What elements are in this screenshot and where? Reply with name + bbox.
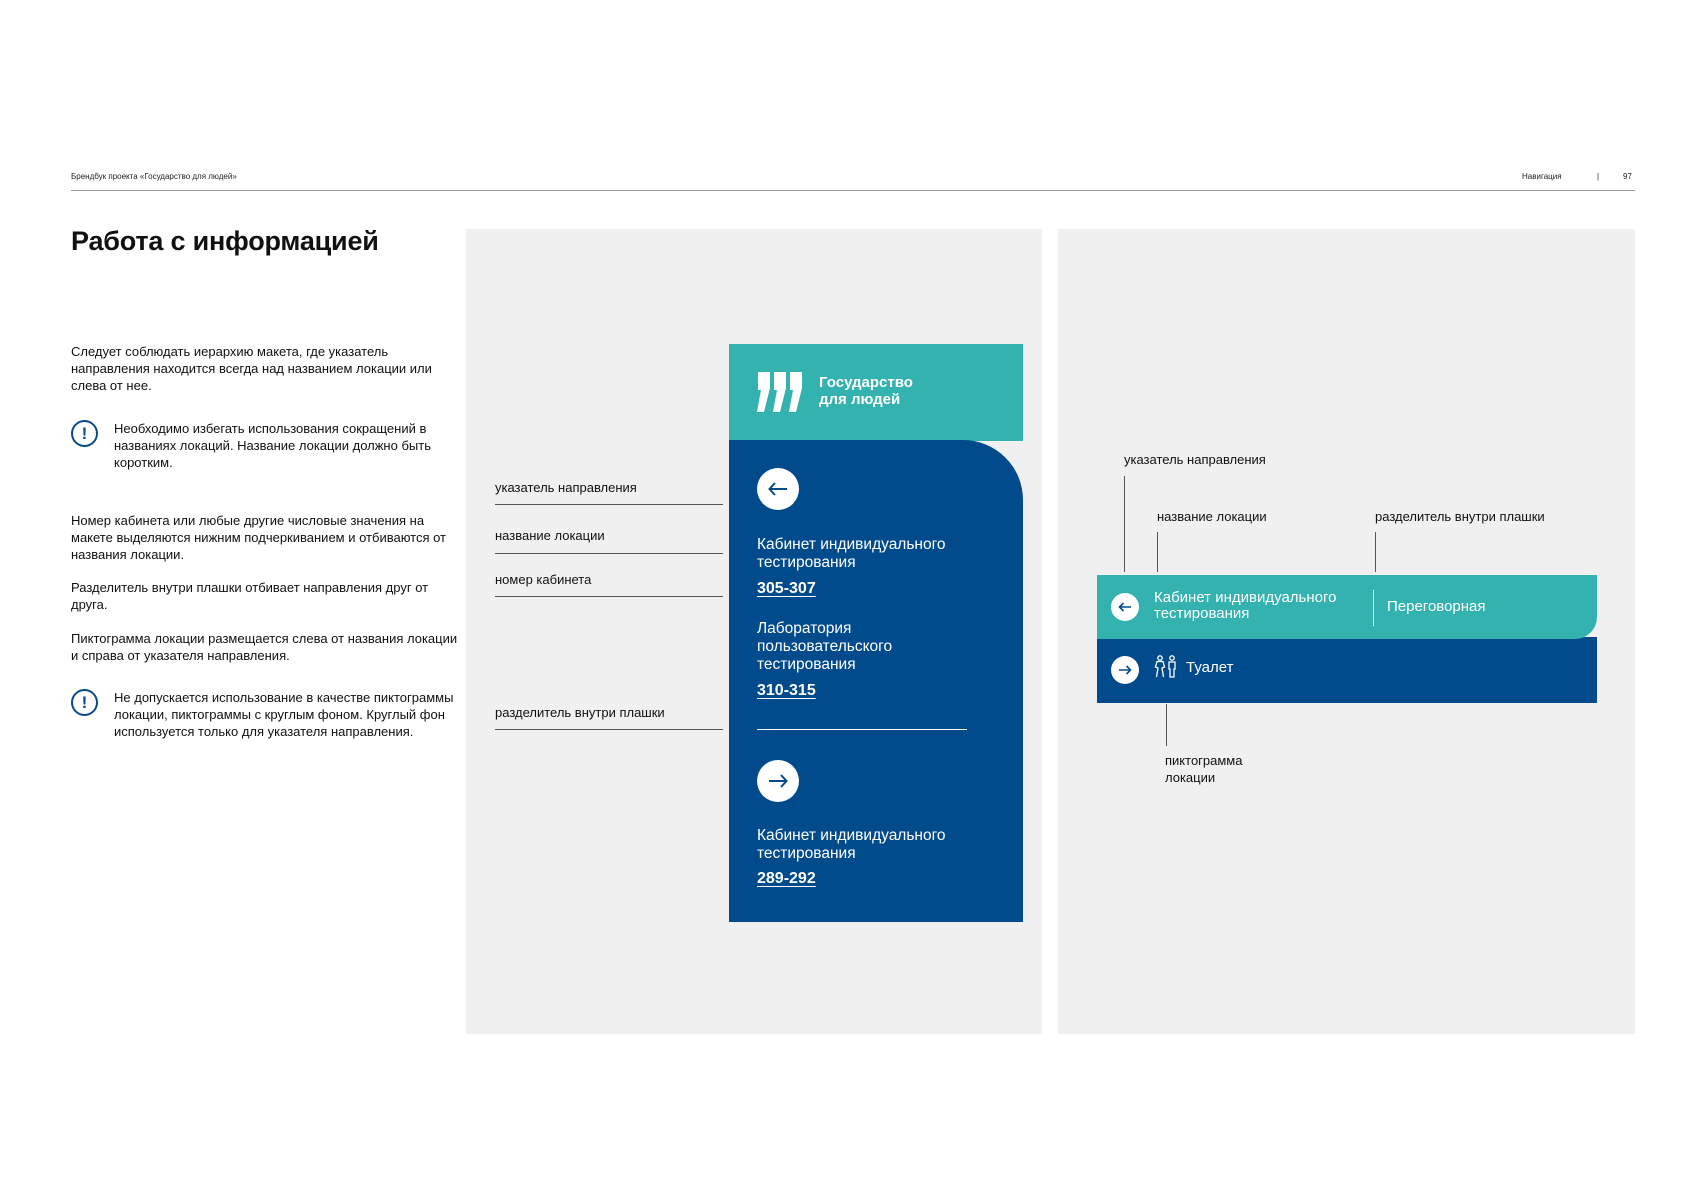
paragraph-divider: Разделитель внутри плашки отбивает направления друг от друга. <box>71 580 429 612</box>
brand-logo-icon <box>756 372 804 414</box>
paragraph-numbers: Номер кабинета или любые другие числовые значения на макете выделяются нижним подчеркиванием и отбиваются от названия локации. <box>71 513 447 562</box>
callout-direction: указатель направления <box>495 480 637 495</box>
horizontal-sign-bottom-row <box>1097 637 1597 703</box>
room-number: 310-315 <box>757 682 816 699</box>
room-number: 289-292 <box>757 870 816 887</box>
brand-name: Государство для людей <box>819 374 913 408</box>
callout-line <box>495 596 723 597</box>
direction-right-icon <box>1111 656 1139 684</box>
sign-divider <box>1373 590 1374 626</box>
direction-left-icon <box>757 468 799 510</box>
callout-direction: указатель направления <box>1124 452 1266 467</box>
restroom-icon <box>1154 655 1178 679</box>
horizontal-sign-top-row <box>1097 575 1597 639</box>
location-name: Кабинет индивидуального тестирования <box>757 827 946 862</box>
callout-line <box>495 504 723 505</box>
room-number: 305-307 <box>757 580 816 597</box>
paragraph-hierarchy: Следует соблюдать иерархию макета, где указатель направления находится всегда над названием локации или слева от нее. <box>71 344 432 393</box>
note-text: Необходимо избегать использования сокращений в названиях локаций. Название локации должно быть коротким. <box>114 421 431 470</box>
sign-body <box>729 440 1023 922</box>
callout-line <box>1166 704 1167 746</box>
sign-header <box>729 344 1023 441</box>
direction-left-icon <box>1111 593 1139 621</box>
callout-line <box>1124 476 1125 572</box>
paragraph-pictogram: Пиктограмма локации размещается слева от названия локации и справа от указателя направления. <box>71 631 458 663</box>
callout-divider: разделитель внутри плашки <box>495 705 665 720</box>
direction-right-icon <box>757 760 799 802</box>
callout-line <box>1375 532 1376 572</box>
callout-location-name: название локации <box>1157 509 1267 524</box>
document-header-title: Брендбук проекта «Государство для людей» <box>71 172 237 181</box>
callout-room-number: номер кабинета <box>495 572 592 587</box>
callout-divider: разделитель внутри плашки <box>1375 509 1545 524</box>
location-name: Кабинет индивидуального тестирования <box>1154 589 1337 622</box>
location-name: Туалет <box>1186 659 1234 676</box>
exclamation-icon: ! <box>71 420 98 447</box>
location-name: Лаборатория пользовательского тестирования <box>757 620 893 673</box>
sign-divider <box>757 729 967 730</box>
section-name: Навигация <box>1522 172 1562 181</box>
location-name: Кабинет индивидуального тестирования <box>757 536 946 571</box>
page-title: Работа с информацией <box>71 226 379 256</box>
page-number: 97 <box>1623 172 1632 181</box>
header-divider <box>71 190 1635 191</box>
callout-line <box>495 729 723 730</box>
callout-location-name: название локации <box>495 528 605 543</box>
callout-pictogram: пиктограмма локации <box>1165 753 1243 785</box>
exclamation-icon: ! <box>71 689 98 716</box>
note-text: Не допускается использование в качестве пиктограммы локации, пиктограммы с круглым фоном. Круглый фон используется только для указателя направления. <box>114 690 454 739</box>
location-name-second: Переговорная <box>1387 598 1486 615</box>
callout-line <box>495 553 723 554</box>
header-separator: | <box>1597 172 1600 181</box>
callout-line <box>1157 532 1158 572</box>
